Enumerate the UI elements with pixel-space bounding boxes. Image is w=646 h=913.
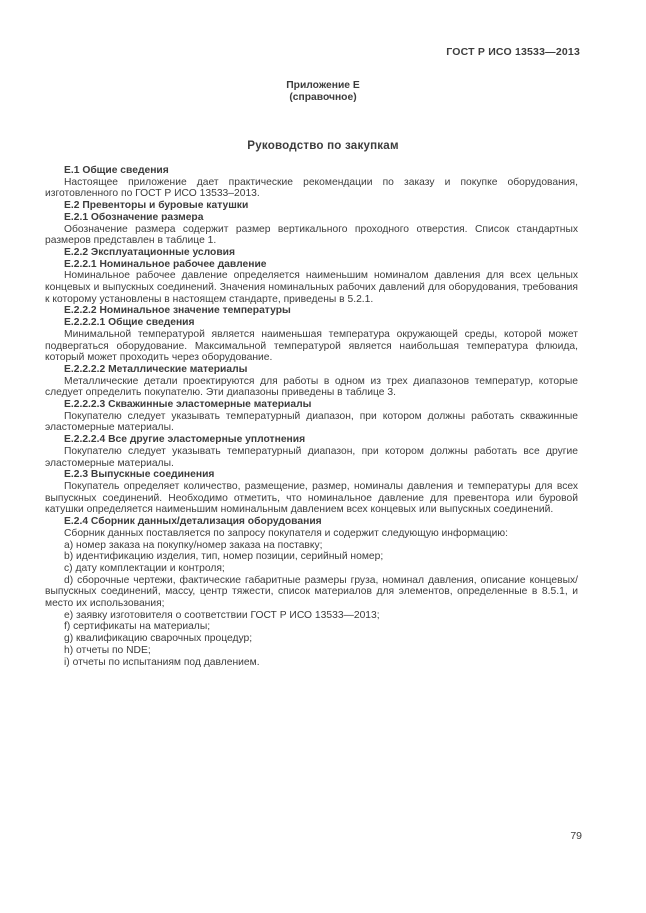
section-heading: Е.2.2.2.1 Общие сведения [64,317,195,329]
paragraph: Покупатель определяет количество, размещение, размер, номиналы давления и температуры для всех выпускных соединений. Необходимо отметить, что номинальное давление для превентора или буровой катушки определяется наименьшим номинальным давлением всех концевых или выпускных соединений. [45,480,578,516]
list-item: c) дату комплектации и контроля; [64,562,225,574]
appendix-type-label: (справочное) [289,92,357,103]
list-item: d) сборочные чертежи, фактические габаритные размеры груза, номинал давления, описание концевых/выпускных соединений, массу, центр тяжести, список материалов для элементов, определенные в 8.5.1, и место их использования; [45,574,578,610]
section-heading: Е.2.4 Сборник данных/детализация оборудования [64,516,322,528]
paragraph: Покупателю следует указывать температурный диапазон, при котором должны работать все другие эластомерные материалы. [45,445,578,469]
paragraph: Номинальное рабочее давление определяется наименьшим номиналом давления для всех цельных концевых и выпускных соединений. Значения номинальных рабочих давлений для оборудования, требования к которому установлены в настоящем стандарте, приведены в 5.2.1. [45,270,578,305]
section-heading: Е.1 Общие сведения [64,165,169,176]
section-heading: Е.2.2.2 Номинальное значение температуры [64,305,291,317]
paragraph: Обозначение размера содержит размер вертикального проходного отверстия. Список стандартных размеров представлен в таблице 1. [45,223,578,247]
paragraph: Настоящее приложение дает практические рекомендации по заказу и покупке оборудования, изготовленного по ГОСТ Р ИСО 13533–2013. [45,176,578,200]
appendix-label: Приложение Е [286,80,360,91]
section-heading: Е.2.2.1 Номинальное рабочее давление [64,258,267,270]
section-heading: Е.2 Превенторы и буровые катушки [64,200,249,212]
section-heading: Е.2.2.2.4 Все другие эластомерные уплотнения [64,434,306,446]
list-item: i) отчеты по испытаниям под давлением. [64,656,260,668]
paragraph: Металлические детали проектируются для работы в одном из трех диапазонов температур, которые следует определить покупателю. Эти диапазоны приведены в таблице 3. [45,375,578,399]
list-item: b) идентификацию изделия, тип, номер позиции, серийный номер; [64,551,384,563]
paragraph: Покупателю следует указывать температурный диапазон, при котором должны работать скважинные эластомерные материалы. [45,410,578,434]
section-heading: Е.2.1 Обозначение размера [64,211,204,223]
section-heading: Е.2.2.2.3 Скважинные эластомерные материалы [64,399,312,411]
section-heading: Е.2.3 Выпускные соединения [64,469,215,481]
list-item: a) номер заказа на покупку/номер заказа на поставку; [64,539,323,551]
section-heading: Е.2.2.2.2 Металлические материалы [64,363,248,375]
list-item: g) квалификацию сварочных процедур; [64,633,253,645]
document-title: Руководство по закупкам [247,139,399,152]
list-item: h) отчеты по NDE; [64,644,151,656]
paragraph: Сборник данных поставляется по запросу покупателя и содержит следующую информацию: [64,527,508,539]
running-header: ГОСТ Р ИСО 13533—2013 [446,46,580,58]
section-heading: Е.2.2 Эксплуатационные условия [64,246,236,258]
list-item: e) заявку изготовителя о соответствии ГОСТ Р ИСО 13533—2013; [64,609,380,621]
page-number: 79 [570,830,582,842]
list-item: f) сертификаты на материалы; [64,621,211,633]
paragraph: Минимальной температурой является наименьшая температура окружающей среды, которой может подвергаться оборудование. Максимальной температурой является наибольшая температура флюида, который может проходить через оборудование. [45,328,578,364]
document-body [45,165,578,668]
